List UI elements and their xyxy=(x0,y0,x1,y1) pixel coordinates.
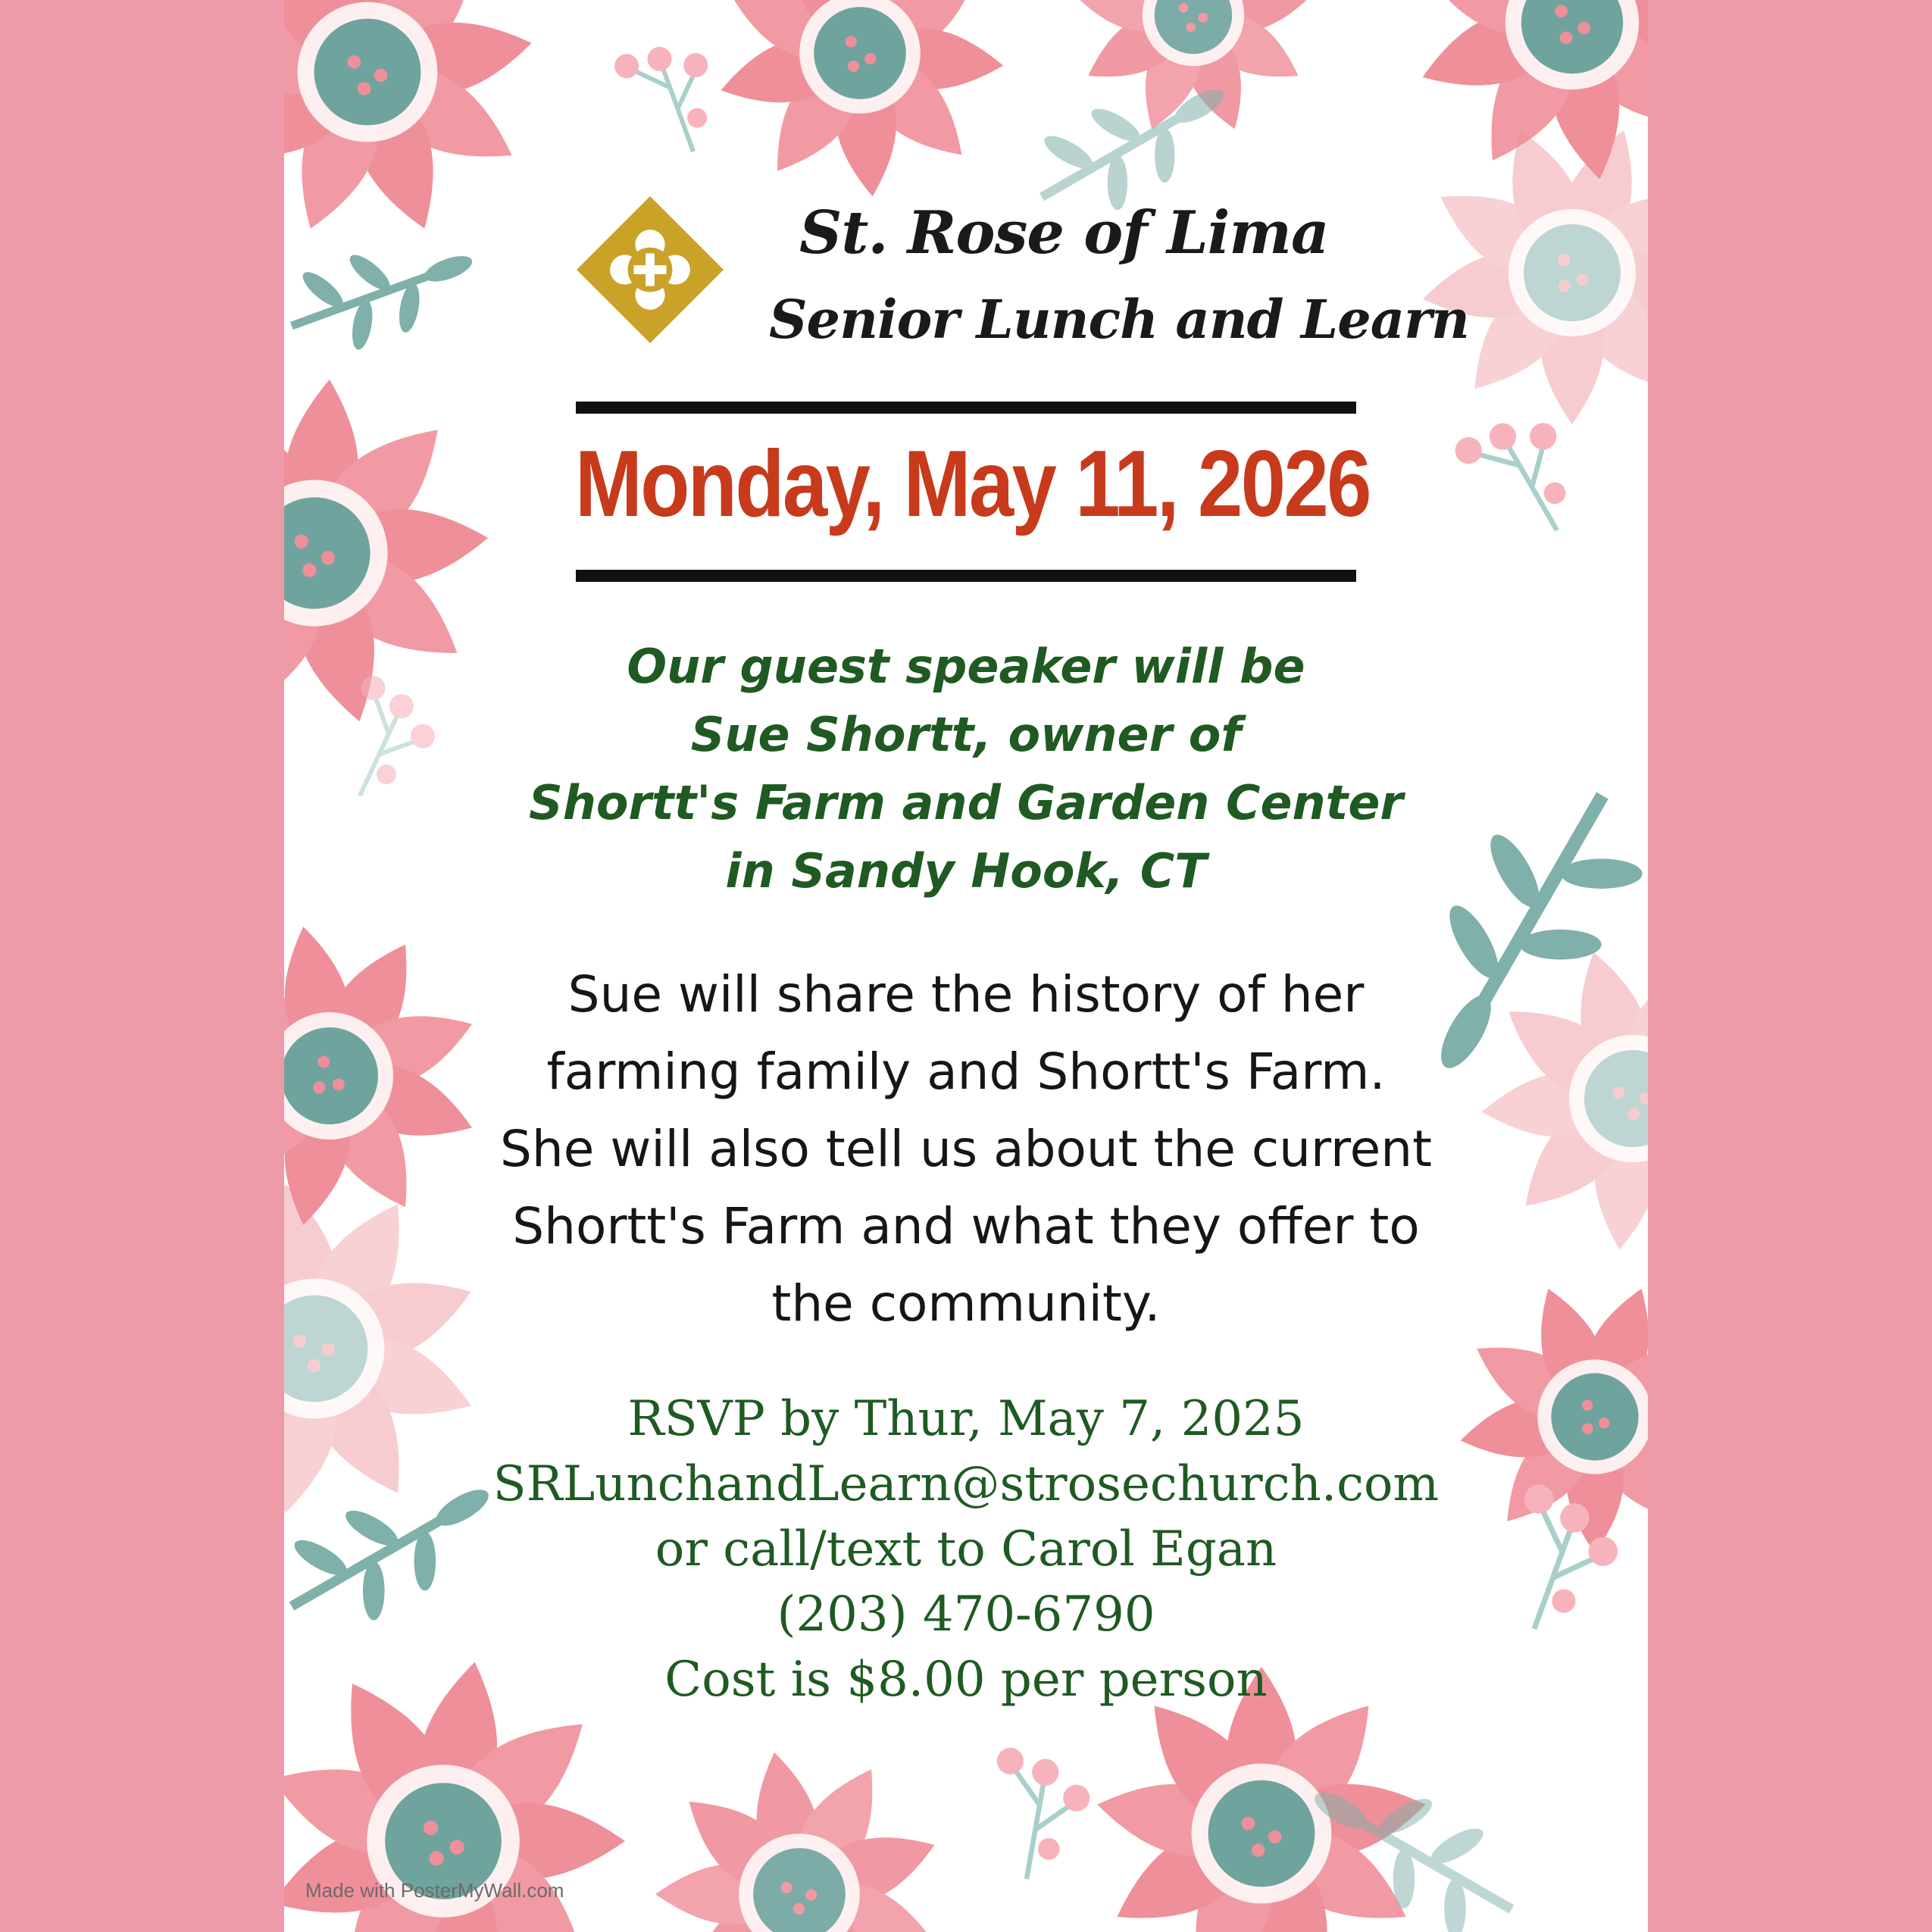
rsvp-call: or call/text to Carol Egan xyxy=(655,1521,1277,1577)
speaker-line: Sue Shortt, owner of xyxy=(690,707,1242,762)
rsvp-cost: Cost is $8.00 per person xyxy=(664,1652,1268,1708)
description-line: She will also tell us about the current xyxy=(500,1120,1432,1178)
speaker-line: Our guest speaker will be xyxy=(627,639,1305,694)
rsvp-info xyxy=(398,1386,1534,1712)
description-line: farming family and Shortt's Farm. xyxy=(546,1043,1386,1101)
quatrefoil-cross-icon xyxy=(576,195,724,344)
title-church-name: St. Rose of Lima xyxy=(799,199,1329,267)
speaker-intro xyxy=(436,633,1496,905)
talk-description xyxy=(398,956,1534,1343)
description-line: Sue will share the history of her xyxy=(567,965,1365,1024)
description-line: the community. xyxy=(771,1274,1161,1333)
made-with-credit: Made with PosterMyWall.com xyxy=(305,1879,564,1902)
title-event-name: Senior Lunch and Learn xyxy=(769,288,1469,351)
speaker-line: in Sandy Hook, CT xyxy=(725,843,1207,899)
speaker-line: Shortt's Farm and Garden Center xyxy=(529,775,1403,830)
description-line: Shortt's Farm and what they offer to xyxy=(512,1197,1420,1255)
rsvp-deadline: RSVP by Thur, May 7, 2025 xyxy=(627,1391,1305,1447)
rsvp-email: SRLunchandLearn@strosechurch.com xyxy=(492,1456,1440,1512)
rsvp-phone: (203) 470-6790 xyxy=(777,1587,1155,1643)
event-date: Monday, May 11, 2026 xyxy=(575,432,1370,536)
divider-top xyxy=(576,402,1356,414)
poster xyxy=(284,0,1648,1932)
divider-bottom xyxy=(576,570,1356,582)
